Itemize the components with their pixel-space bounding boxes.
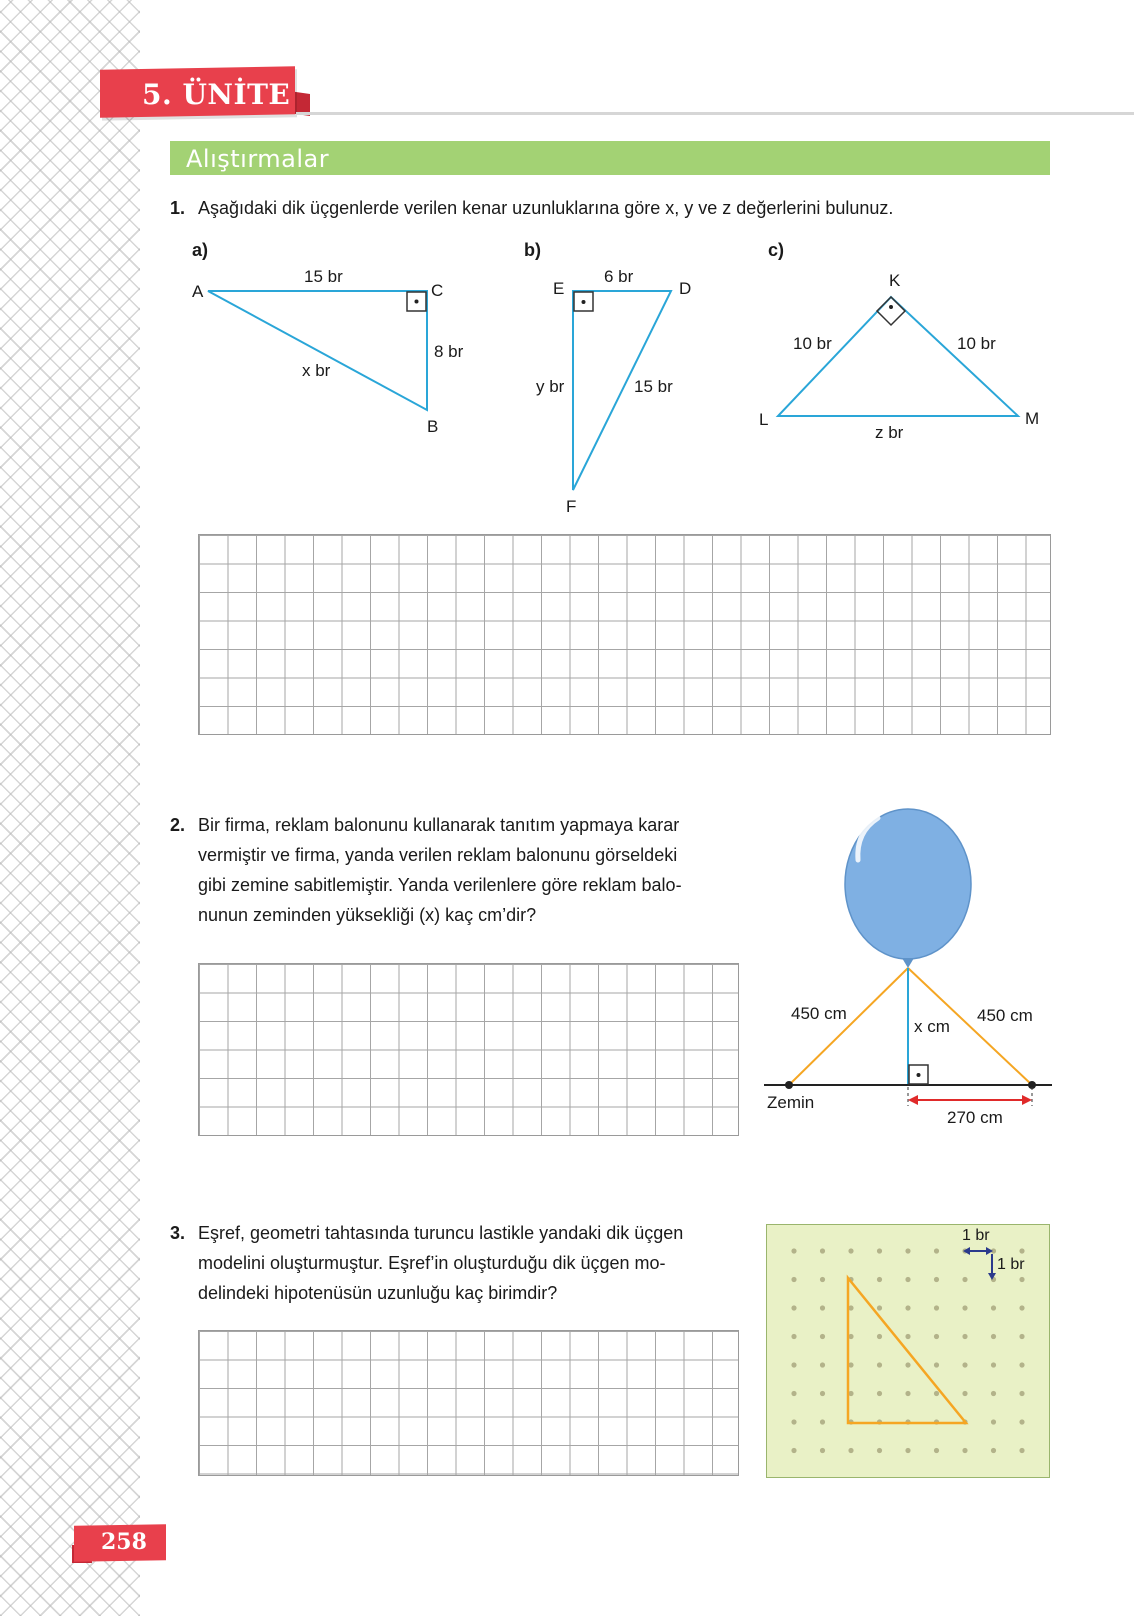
peg: [1019, 1391, 1024, 1396]
peg: [991, 1305, 996, 1310]
peg: [877, 1248, 882, 1253]
unit-label-horizontal: 1 br: [962, 1227, 990, 1244]
peg: [962, 1305, 967, 1310]
peg: [934, 1277, 939, 1282]
peg: [848, 1248, 853, 1253]
peg: [962, 1391, 967, 1396]
vertex-k: K: [889, 271, 901, 290]
peg: [820, 1305, 825, 1310]
question-line: vermiştir ve firma, yanda verilen reklam balonunu görseldeki: [198, 845, 678, 865]
peg: [877, 1277, 882, 1282]
question-number: 1.: [170, 198, 186, 218]
side-right-a: 8 br: [434, 342, 464, 361]
vertex-d: D: [679, 279, 692, 298]
rubber-band-triangle: [848, 1278, 966, 1423]
question-line: gibi zemine sabitlemiştir. Yanda verilenlere göre reklam balo-: [198, 875, 682, 895]
peg: [991, 1362, 996, 1367]
question-line: Eşref, geometri tahtasında turuncu lastikle yandaki dik üçgen: [198, 1223, 684, 1243]
peg: [791, 1419, 796, 1424]
peg: [934, 1362, 939, 1367]
side-top-b: 6 br: [604, 267, 634, 286]
sub-label-a: a): [192, 240, 209, 260]
unit-title: 5. ÜNİTE: [142, 78, 291, 111]
peg: [820, 1248, 825, 1253]
vertex-m: M: [1025, 409, 1040, 428]
question-line: Bir firma, reklam balonunu kullanarak tanıtım yapmaya karar: [198, 815, 680, 835]
sub-label-b: b): [524, 240, 541, 260]
peg: [962, 1362, 967, 1367]
page-number: 258: [101, 1529, 147, 1555]
question-line: nunun zeminden yüksekliği (x) kaç cm’dir?: [198, 905, 537, 925]
peg: [820, 1362, 825, 1367]
peg: [877, 1448, 882, 1453]
vertex-a: A: [192, 282, 204, 301]
peg: [1019, 1448, 1024, 1453]
peg: [791, 1277, 796, 1282]
peg: [991, 1448, 996, 1453]
peg: [905, 1277, 910, 1282]
peg: [934, 1334, 939, 1339]
peg: [1019, 1419, 1024, 1424]
peg: [820, 1391, 825, 1396]
peg: [877, 1334, 882, 1339]
peg: [905, 1362, 910, 1367]
vertex-e: E: [553, 279, 565, 298]
peg: [820, 1277, 825, 1282]
peg: [848, 1448, 853, 1453]
side-left-b: y br: [536, 377, 565, 396]
peg: [905, 1248, 910, 1253]
sub-label-c: c): [768, 240, 785, 260]
peg: [1019, 1277, 1024, 1282]
hypotenuse-b: 15 br: [634, 377, 673, 396]
peg: [1019, 1362, 1024, 1367]
distance-label: 270 cm: [947, 1108, 1003, 1127]
arrow-head: [963, 1247, 970, 1255]
question-number: 2.: [170, 815, 186, 835]
question-line: delindeki hipotenüsün uzunluğu kaç birimdir?: [198, 1283, 558, 1303]
peg: [991, 1391, 996, 1396]
rope-left-label: 450 cm: [791, 1004, 847, 1023]
ground-label: Zemin: [767, 1093, 815, 1112]
peg: [991, 1419, 996, 1424]
peg: [820, 1448, 825, 1453]
peg: [962, 1277, 967, 1282]
hypotenuse-a: x br: [302, 361, 331, 380]
peg: [877, 1362, 882, 1367]
peg: [820, 1334, 825, 1339]
vertex-b: B: [427, 417, 439, 436]
peg: [791, 1448, 796, 1453]
question-text: Aşağıdaki dik üçgenlerde verilen kenar uzunluklarına göre x, y ve z değerlerini bulunuz.: [198, 198, 894, 218]
peg: [791, 1248, 796, 1253]
peg: [820, 1419, 825, 1424]
peg: [791, 1334, 796, 1339]
peg: [877, 1305, 882, 1310]
peg: [905, 1448, 910, 1453]
peg: [1019, 1248, 1024, 1253]
peg: [934, 1391, 939, 1396]
vertex-c: C: [431, 281, 444, 300]
peg: [905, 1305, 910, 1310]
unit-label-vertical: 1 br: [997, 1256, 1025, 1273]
peg: [934, 1448, 939, 1453]
question-line: modelini oluşturmuştur. Eşref’in oluşturduğu dik üçgen mo-: [198, 1253, 666, 1273]
section-title: Alıştırmalar: [186, 145, 330, 173]
peg: [877, 1391, 882, 1396]
peg: [934, 1305, 939, 1310]
side-top-a: 15 br: [304, 267, 343, 286]
peg: [962, 1448, 967, 1453]
peg: [905, 1391, 910, 1396]
arrow-head: [986, 1247, 993, 1255]
vertex-f: F: [566, 497, 577, 516]
height-label: x cm: [914, 1017, 950, 1036]
vertex-l: L: [759, 410, 769, 429]
side-right-c: 10 br: [957, 334, 996, 353]
question-number: 3.: [170, 1223, 186, 1243]
peg: [962, 1334, 967, 1339]
peg: [934, 1248, 939, 1253]
peg: [791, 1362, 796, 1367]
peg: [791, 1305, 796, 1310]
peg: [1019, 1305, 1024, 1310]
peg: [1019, 1334, 1024, 1339]
side-left-c: 10 br: [793, 334, 832, 353]
peg: [905, 1334, 910, 1339]
rope-right-label: 450 cm: [977, 1006, 1033, 1025]
peg: [991, 1334, 996, 1339]
side-bottom-c: z br: [875, 423, 904, 442]
peg: [791, 1391, 796, 1396]
